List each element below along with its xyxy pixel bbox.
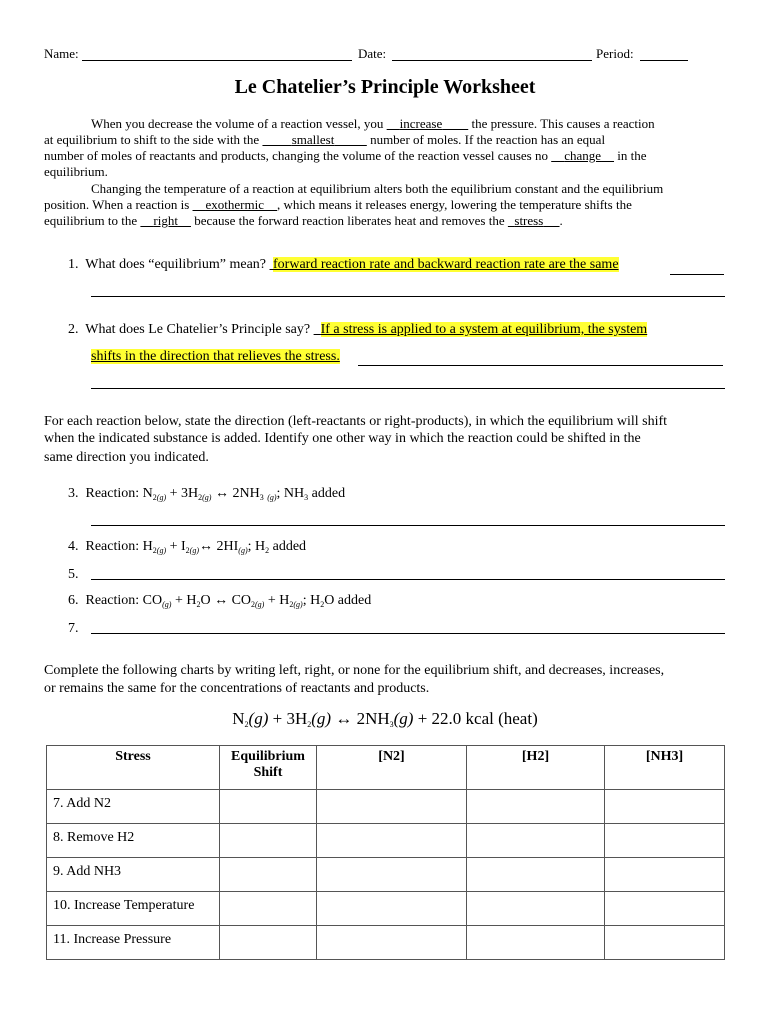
intro-text: number of moles. If the reaction has an equal: [370, 132, 606, 147]
section2-instructions-2: when the indicated substance is added. Identify one other way in which the reaction could be shifted in the: [44, 431, 641, 446]
answer-line: [670, 274, 724, 275]
blank-change: change: [564, 148, 602, 163]
question-text: What does “equilibrium” mean?: [85, 257, 267, 272]
answer-line: [358, 365, 723, 366]
stress-cell: 7. Add N2: [47, 790, 220, 824]
intro-text: When you decrease the volume of a reaction vessel, you: [91, 116, 384, 131]
table-row: [47, 790, 725, 824]
intro-text: at equilibrium to shift to the side with the: [44, 132, 260, 147]
intro-line-2: [44, 132, 605, 148]
blank-exothermic: exothermic: [205, 197, 264, 212]
answer-cell[interactable]: [220, 790, 317, 824]
table-row: [47, 892, 725, 926]
answer-2-line-2: shifts in the direction that relieves the stress.: [91, 349, 340, 364]
answer-line[interactable]: [91, 296, 725, 297]
section2-instructions-1: For each reaction below, state the direction (left-reactants or right-products), in which the equilibrium will shift: [44, 414, 668, 429]
question-4: 4. Reaction: $H_{2(g)}$ + $I_{2(g)}\leftrightarrow$ $2HI_{(g)}$; $H_2$ added: [68, 539, 307, 555]
intro-text: the pressure. This causes a reaction: [471, 116, 655, 131]
answer-cell[interactable]: [605, 926, 725, 960]
answer-line[interactable]: [91, 579, 725, 580]
answer-cell[interactable]: [317, 790, 467, 824]
question-1: [68, 257, 619, 273]
answer-cell[interactable]: [317, 926, 467, 960]
stress-cell: 11. Increase Pressure: [47, 926, 220, 960]
question-number: 2.: [68, 322, 79, 337]
name-label: Name:: [44, 46, 79, 61]
question-2: [68, 322, 647, 338]
intro-line-4: equilibrium.: [44, 164, 108, 179]
blank-increase: increase: [399, 116, 443, 131]
answer-cell[interactable]: [220, 892, 317, 926]
question-number: 1.: [68, 257, 79, 272]
answer-cell[interactable]: [467, 824, 605, 858]
intro-text: position. When a reaction is: [44, 197, 190, 212]
intro-text: equilibrium to the: [44, 213, 138, 228]
intro-line-5: Changing the temperature of a reaction at equilibrium alters both the equilibrium constant and the equilibrium: [91, 181, 664, 196]
intro-line-6: [44, 197, 632, 213]
answer-cell[interactable]: [467, 790, 605, 824]
section2-instructions-3: same direction you indicated.: [44, 450, 209, 465]
blank-smallest: smallest: [291, 132, 335, 147]
section3-instructions-1: Complete the following charts by writing left, right, or none for the equilibrium shift, and decreases, increases,: [44, 663, 665, 678]
intro-line-3: [44, 148, 647, 164]
stress-cell: 9. Add NH3: [47, 858, 220, 892]
header-h2: [H2]: [467, 746, 605, 790]
answer-cell[interactable]: [467, 858, 605, 892]
stress-cell: 8. Remove H2: [47, 824, 220, 858]
intro-text: because the forward reaction liberates heat and removes the: [194, 213, 505, 228]
answer-line[interactable]: [91, 388, 725, 389]
answer-2-line-1: If a stress is applied to a system at equilibrium, the system: [320, 322, 648, 337]
question-7: 7.: [68, 621, 79, 636]
intro-text: , which means it releases energy, lowering the temperature shifts the: [277, 197, 632, 212]
question-text: What does Le Chatelier’s Principle say?: [85, 322, 311, 337]
question-3: 3. Reaction: $N_{2(g)} + 3H_{2(g)}$ ↔ $2NH_3$ $_{(g)}$; $NH_3$ added: [68, 486, 346, 502]
answer-line[interactable]: [91, 525, 725, 526]
date-blank[interactable]: [392, 60, 592, 61]
header-n2: [N2]: [317, 746, 467, 790]
answer-cell[interactable]: [317, 824, 467, 858]
answer-cell[interactable]: [605, 892, 725, 926]
page-title: Le Chatelier’s Principle Worksheet: [234, 76, 536, 98]
intro-text: number of moles of reactants and products, changing the volume of the reaction vessel causes no: [44, 148, 548, 163]
stress-cell: 10. Increase Temperature: [47, 892, 220, 926]
question-5: 5.: [68, 567, 79, 582]
equation: $N_2(g) + 3H_2(g)$ ↔ $2NH_3(g) + 22.0$ kcal (heat): [232, 709, 538, 729]
answer-cell[interactable]: [605, 858, 725, 892]
question-number: 3.: [68, 486, 79, 501]
question-6: 6. Reaction: $CO_{(g)} + H_2O$ ↔ $CO_{2(g)} + H_{2(g)}$; $H_2O$ added: [68, 593, 372, 609]
answer-cell[interactable]: [220, 926, 317, 960]
answer-cell[interactable]: [220, 858, 317, 892]
date-label: Date:: [358, 46, 387, 61]
header-equilibrium-shift: Equilibrium Shift: [220, 746, 317, 790]
period-label: Period:: [596, 46, 634, 61]
intro-text: in the: [617, 148, 647, 163]
intro-line-1: [91, 116, 655, 132]
reaction-label: Reaction:: [85, 539, 140, 554]
table-header-row: [47, 746, 725, 790]
answer-cell[interactable]: [467, 926, 605, 960]
table-row: [47, 824, 725, 858]
table-row: [47, 858, 725, 892]
blank-stress: stress: [514, 213, 544, 228]
header-line: [44, 46, 79, 62]
answer-cell[interactable]: [317, 858, 467, 892]
name-blank[interactable]: [82, 60, 352, 61]
period-blank[interactable]: [640, 60, 688, 61]
question-2-cont: [91, 349, 340, 365]
question-number: 6.: [68, 593, 79, 608]
answer-cell[interactable]: [467, 892, 605, 926]
reaction-label: Reaction:: [85, 486, 140, 501]
intro-text: .: [559, 213, 563, 228]
reaction-label: Reaction:: [85, 593, 140, 608]
answer-1: forward reaction rate and backward reaction rate are the same: [273, 257, 619, 272]
answer-line[interactable]: [91, 633, 725, 634]
intro-line-7: [44, 213, 563, 229]
question-number: 4.: [68, 539, 79, 554]
header-stress: Stress: [47, 746, 220, 790]
answer-cell[interactable]: [220, 824, 317, 858]
answer-cell[interactable]: [605, 824, 725, 858]
answer-cell[interactable]: [605, 790, 725, 824]
answer-cell[interactable]: [317, 892, 467, 926]
chart-table: [46, 745, 725, 960]
section3-instructions-2: or remains the same for the concentrations of reactants and products.: [44, 681, 430, 696]
header-nh3: [NH3]: [605, 746, 725, 790]
table-row: [47, 926, 725, 960]
blank-right: right: [153, 213, 178, 228]
